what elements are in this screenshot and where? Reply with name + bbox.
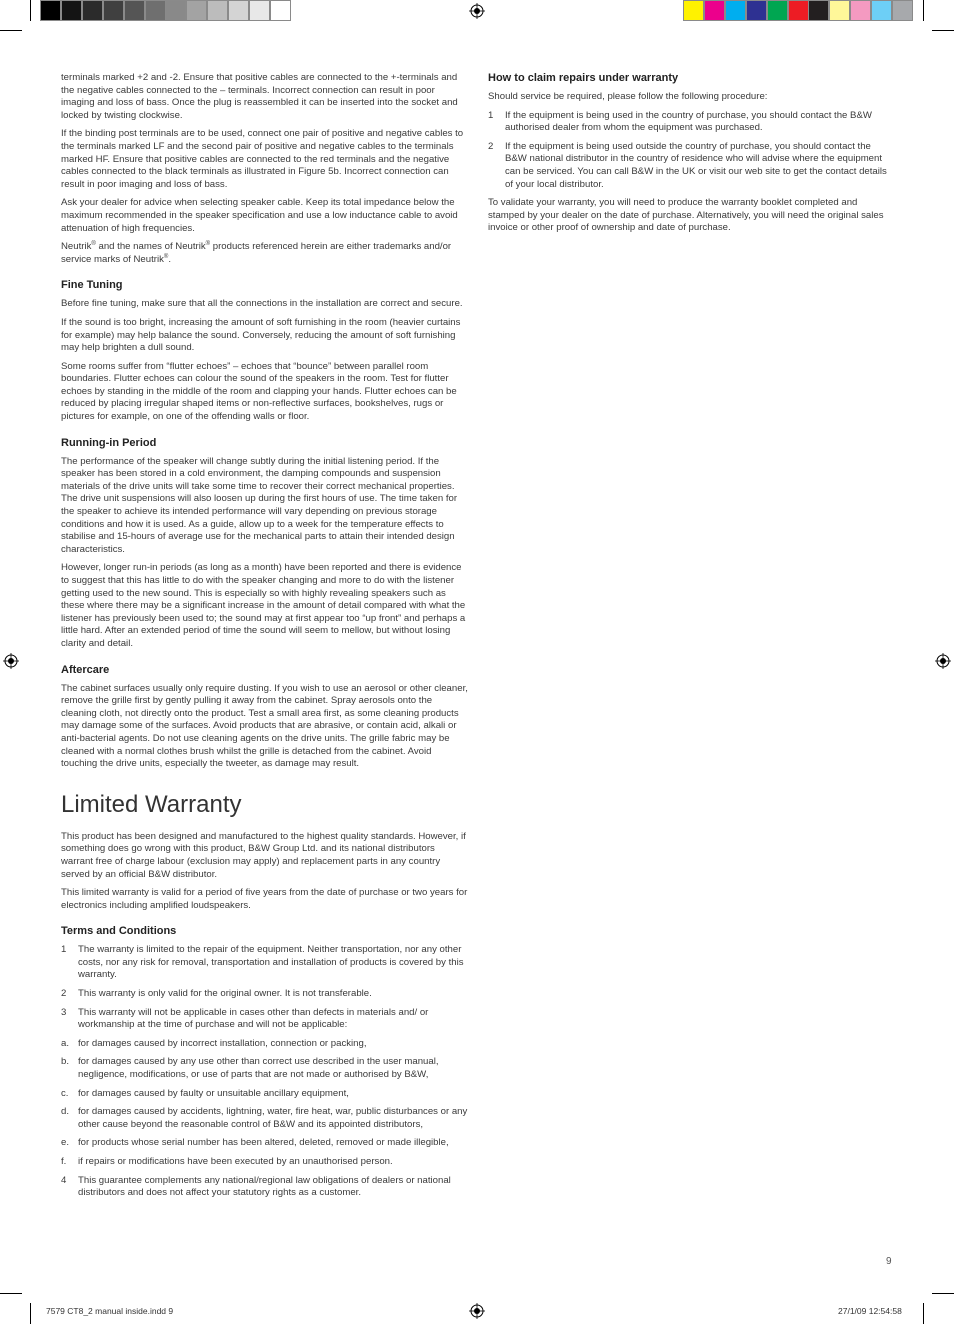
- list-item: [61, 944, 469, 982]
- color-swatch: [683, 0, 704, 21]
- color-swatch: [808, 0, 829, 21]
- color-swatch: [704, 0, 725, 21]
- grayscale-swatch: [186, 0, 207, 21]
- list-item: [61, 988, 469, 1001]
- trademark-text: and the names of Neutrik: [95, 241, 206, 253]
- list-item-number: 1: [488, 109, 494, 121]
- grayscale-swatch: [103, 0, 124, 21]
- right-column: [488, 72, 894, 241]
- grayscale-swatch: [61, 0, 82, 21]
- list-item-text: for products whose serial number has been altered, deleted, removed or made illegible,: [78, 1137, 449, 1149]
- list-item-number: 2: [61, 988, 67, 1000]
- registered-mark: ®: [91, 240, 96, 247]
- crop-mark-top-left-h: [0, 30, 22, 31]
- section-heading-fine-tuning: Fine Tuning: [61, 279, 123, 292]
- warranty-paragraph: This limited warranty is valid for a period of five years from the date of purchase or two years for electronics including amplified loudspeakers.: [61, 887, 468, 911]
- list-item-number: d.: [61, 1106, 70, 1118]
- fine-tuning-paragraph: Some rooms suffer from “flutter echoes” – echoes that “bounce” between parallel room boundaries. Flutter echoes can colour the sound of the speakers in the room. Test for flutter echoes by standing in the middle of the room and clapping your hands. Flutter echoes can be reduced by placing irregular shaped items or non-reflective surfaces, bookshelves, rugs or pictures for example, on one of the offending walls or floor.: [61, 360, 457, 423]
- crop-mark-bottom-right-v: [923, 1303, 924, 1324]
- color-swatch: [850, 0, 871, 21]
- trademark-text: .: [168, 253, 171, 265]
- grayscale-swatch: [270, 0, 291, 21]
- list-item-number: e.: [61, 1137, 70, 1149]
- list-item: [61, 1156, 469, 1169]
- claim-intro: Should service be required, please follow the following procedure:: [488, 91, 768, 102]
- warranty-paragraph: This product has been designed and manufactured to the highest quality standards. However, if something does go wrong with this product, B&W Group Ltd. and its national distributors warrant free of charge labour (exclusion may apply) and replacement parts in any country served by an official B&W distributor.: [61, 830, 466, 880]
- fine-tuning-paragraph: Before fine tuning, make sure that all the connections in the installation are correct and secure.: [61, 298, 463, 310]
- registration-mark-icon: [469, 3, 485, 19]
- list-item-text: for damages caused by any use other than correct use described in the user manual, negligence, modifications, or use of parts that are not made or authorised by B&W,: [78, 1056, 439, 1081]
- color-swatch: [892, 0, 913, 21]
- registered-mark: ®: [205, 240, 211, 247]
- list-item-text: for damages caused by faulty or unsuitable ancillary equipment,: [78, 1087, 349, 1099]
- list-item: [61, 1038, 469, 1051]
- color-swatch: [788, 0, 809, 21]
- color-swatch: [746, 0, 767, 21]
- list-item-number: 1: [61, 944, 67, 956]
- trademark-text: Neutrik: [61, 241, 92, 253]
- list-item: [61, 1007, 469, 1032]
- trademark-notice: [61, 241, 469, 266]
- list-item-number: c.: [61, 1087, 69, 1099]
- crop-mark-bottom-left-h: [0, 1293, 22, 1294]
- grayscale-swatch: [165, 0, 186, 21]
- list-item-text: for damages caused by accidents, lightning, water, fire heat, war, public disturbances or any other cause beyond the reasonable control of B&W and its appointed distributors,: [78, 1106, 468, 1130]
- list-item: [61, 1056, 469, 1081]
- intro-paragraph: Ask your dealer for advice when selecting speaker cable. Keep its total impedance below the maximum recommended in the speaker specification and use a low inductance cable to avoid attenuation of high frequencies.: [61, 197, 458, 234]
- list-item-text: If the equipment is being used in the country of purchase, you should contact the B&W authorised dealer from whom the equipment was purchased.: [505, 109, 872, 134]
- list-item: [488, 141, 894, 191]
- section-heading-claim-repairs: How to claim repairs under warranty: [488, 72, 679, 84]
- list-item-text: If the equipment is being used outside the country of purchase, you should contact the B&W national distributor in the country of residence who will advise where the equipment can be serviced. You can call B&W in the UK or visit our web site to get the contact details of your local distributor.: [505, 140, 887, 190]
- grayscale-swatch: [249, 0, 270, 21]
- list-item: [61, 1088, 469, 1101]
- page-title: Limited Warranty: [61, 790, 242, 818]
- list-item-text: This warranty is only valid for the original owner. It is not transferable.: [78, 988, 372, 1000]
- color-swatch: [767, 0, 788, 21]
- section-heading-running-in: Running-in Period: [61, 436, 157, 449]
- crop-mark-top-right-h: [932, 30, 954, 31]
- intro-paragraph: terminals marked +2 and -2. Ensure that positive cables are connected to the +-terminals and the negative cables connected to the – terminals. Incorrect connection can result in poor imaging and loss of bass. Once the plug is reassembled it can be inserted into the socket and locked by twisting clockwise.: [61, 72, 458, 121]
- registration-mark-icon: [3, 653, 19, 669]
- registration-mark-icon: [935, 653, 951, 669]
- color-swatch: [871, 0, 892, 21]
- grayscale-swatch: [124, 0, 145, 21]
- list-item-number: 3: [61, 1006, 67, 1018]
- color-swatch: [725, 0, 746, 21]
- list-item-text: This warranty will not be applicable in cases other than defects in materials and/ or workmanship at the time of purchase and will not be applicable:: [78, 1006, 429, 1031]
- intro-paragraph: If the binding post terminals are to be used, connect one pair of positive and negative cables to the terminals marked LF and the second pair of positive and negative cables to the terminals marked HF. Ensure that positive cables are connected to the red terminals and the negative cables connected to the black terminals as illustrated in Figure 5b. Incorrect connection can result in poor imaging and loss of bass.: [61, 128, 464, 190]
- list-item-text: if repairs or modifications have been executed by an unauthorised person.: [78, 1156, 393, 1167]
- running-in-paragraph: The performance of the speaker will change subtly during the initial listening period. If the speaker has been stored in a cold environment, the damping compounds and suspension materials of the drive units will take some time to recover their correct mechanical properties. The drive unit suspensions will also loosen up during the first hours of use. The time taken for the speaker to achieve its intended performance will vary depending on previous storage conditions and how it is used. As a guide, allow up to a week for the temperature effects to stabilise and 15-hours of average use for the mechanical parts to attain their intended design characteristics.: [61, 455, 458, 555]
- list-item-number: b.: [61, 1056, 70, 1068]
- list-item-number: f.: [61, 1156, 67, 1167]
- grayscale-swatch: [228, 0, 249, 21]
- running-in-paragraph: However, longer run-in periods (as long as a month) have been reported and there is evidence to suggest that this has little to do with the speaker changing and more to do with the listener getting used to the new sound. This is especially so with highly revealing speakers such as these where there may be a significant increase in the amount of detail compared with what the listener has previously been used to; the sound may at first appear too “up front” and perhaps a little hard. After an extended period of time the sound will seem to mellow, but without losing clarity and detail.: [61, 562, 466, 649]
- list-item: [61, 1137, 469, 1150]
- color-swatch: [829, 0, 850, 21]
- registered-mark: ®: [163, 253, 169, 260]
- registration-mark-icon: [469, 1303, 485, 1319]
- list-item-number: a.: [61, 1037, 70, 1049]
- fine-tuning-paragraph: If the sound is too bright, increasing the amount of soft furnishing in the room (heavier curtains for example) may help balance the sound. Conversely, reducing the amount of soft furnishing may help brighten a dull sound.: [61, 316, 461, 354]
- list-item: [488, 110, 894, 135]
- list-item: [61, 1175, 469, 1200]
- grayscale-swatch: [40, 0, 61, 21]
- list-item-text: The warranty is limited to the repair of the equipment. Neither transportation, nor any other costs, nor any risk for removal, transportation and installation of products is covered by this warranty.: [78, 944, 464, 981]
- crop-mark-top-left-v: [30, 0, 31, 21]
- terms-list: [61, 944, 469, 1200]
- section-heading-aftercare: Aftercare: [61, 663, 110, 676]
- page-number: 9: [886, 1256, 892, 1267]
- slug-timestamp: 27/1/09 12:54:58: [838, 1306, 902, 1316]
- list-item-text: This guarantee complements any national/regional law obligations of dealers or national distributors and does not affect your statutory rights as a customer.: [78, 1174, 451, 1199]
- grayscale-swatch: [207, 0, 228, 21]
- list-item-text: for damages caused by incorrect installation, connection or packing,: [78, 1037, 367, 1049]
- grayscale-swatch: [145, 0, 166, 21]
- crop-mark-top-right-v: [923, 0, 924, 21]
- crop-mark-bottom-left-v: [30, 1303, 31, 1324]
- claim-closing: To validate your warranty, you will need to produce the warranty booklet completed and stamped by your dealer on the date of purchase. Alternatively, you will need the original sales invoice or other proof of ownership and date of purchase.: [488, 197, 884, 234]
- section-heading-terms: Terms and Conditions: [61, 925, 177, 938]
- list-item-number: 2: [488, 140, 494, 152]
- list-item: [61, 1106, 469, 1131]
- trademark-text: products referenced herein are either trademarks and/or service marks of Neutrik: [61, 241, 452, 265]
- slug-filename: 7579 CT8_2 manual inside.indd 9: [46, 1306, 174, 1316]
- grayscale-swatch: [82, 0, 103, 21]
- crop-mark-bottom-right-h: [932, 1293, 954, 1294]
- aftercare-paragraph: The cabinet surfaces usually only require dusting. If you wish to use an aerosol or other cleaner, remove the grille first by gently pulling it away from the cabinet. Spray aerosols onto the cleaning cloth, not directly onto the product. Test a small area first, as some cleaning products may damage some of the surfaces. Avoid products that are abrasive, or contain acid, alkali or anti-bacterial agents. Do not use cleaning agents on the drive units. The grille fabric may be cleaned with a normal clothes brush whilst the grille is detached from the cabinet. Avoid touching the drive units, especially the tweeter, as damage may result.: [61, 682, 468, 770]
- list-item-number: 4: [61, 1174, 67, 1186]
- left-column: [61, 72, 469, 1206]
